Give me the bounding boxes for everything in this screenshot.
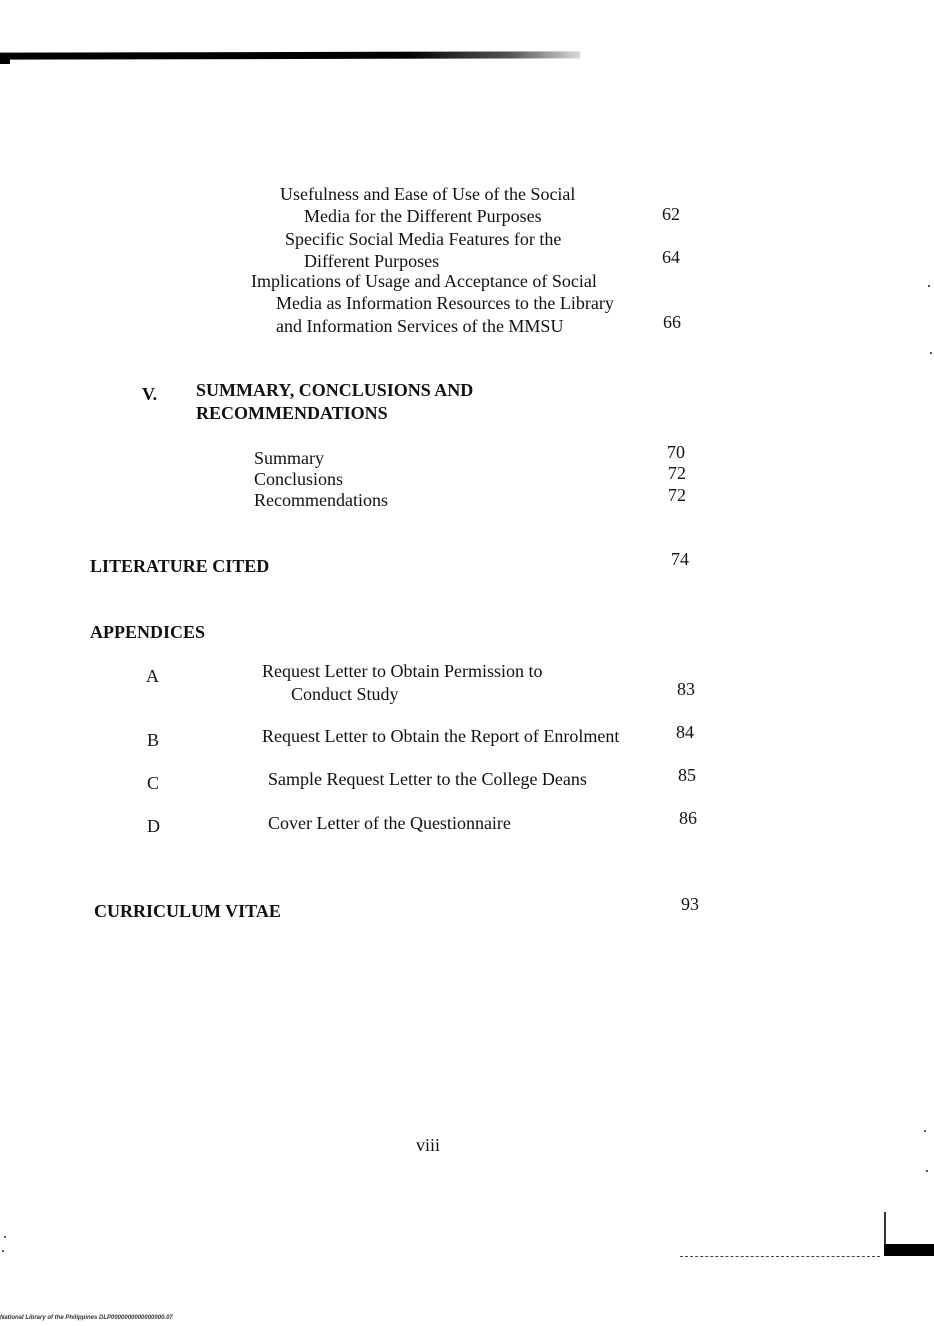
- toc-entry-implications-line2: Media as Information Resources to the Library: [276, 293, 614, 313]
- toc-entry-usefulness-line2: Media for the Different Purposes: [304, 206, 542, 226]
- toc-entry-summary: Summary: [254, 448, 324, 468]
- chapter-number: V.: [142, 384, 158, 404]
- appendix-letter-a: A: [146, 666, 159, 686]
- curriculum-vitae-page: 93: [681, 894, 699, 914]
- appendix-a-page: 83: [677, 679, 695, 699]
- literature-cited-heading: LITERATURE CITED: [90, 556, 270, 576]
- scan-speck: [924, 1130, 926, 1132]
- toc-entry-conclusions-page: 72: [668, 463, 686, 483]
- appendix-d-page: 86: [679, 808, 697, 828]
- toc-entry-implications-line3: and Information Services of the MMSU: [276, 316, 564, 336]
- toc-entry-features-line1: Specific Social Media Features for the: [285, 229, 562, 249]
- scan-top-bar: [0, 51, 580, 59]
- appendix-letter-c: C: [147, 773, 160, 793]
- toc-entry-recommendations: Recommendations: [254, 490, 388, 510]
- toc-entry-summary-page: 70: [667, 442, 685, 462]
- toc-entry-usefulness-line1: Usefulness and Ease of Use of the Social: [280, 184, 576, 204]
- toc-entry-features-page: 64: [662, 247, 680, 267]
- scan-speck: [926, 1170, 928, 1172]
- appendix-letter-d: D: [147, 816, 160, 836]
- toc-entry-recommendations-page: 72: [668, 485, 686, 505]
- scan-speck: [930, 352, 932, 354]
- footer-scan-stamp: National Library of the Philippines DLP0000000000000000.07: [0, 1315, 173, 1321]
- appendix-b-page: 84: [676, 722, 694, 742]
- appendix-c-title: Sample Request Letter to the College Deans: [268, 769, 587, 789]
- appendix-a-title-line2: Conduct Study: [291, 684, 399, 704]
- toc-entry-features-line2: Different Purposes: [304, 251, 440, 271]
- appendices-heading: APPENDICES: [90, 622, 206, 642]
- appendix-b-title: Request Letter to Obtain the Report of Enrolment: [262, 726, 620, 746]
- scan-corner-tick: [884, 1212, 886, 1246]
- scan-corner-block: [884, 1244, 934, 1256]
- toc-entry-implications-line1: Implications of Usage and Acceptance of Social: [251, 271, 597, 291]
- toc-entry-implications-page: 66: [663, 312, 681, 332]
- page-number: viii: [416, 1135, 441, 1155]
- scan-speck: [2, 1250, 4, 1252]
- toc-entry-usefulness-page: 62: [662, 204, 680, 224]
- chapter-title-line2: RECOMMENDATIONS: [196, 403, 388, 423]
- appendix-d-title: Cover Letter of the Questionnaire: [268, 813, 511, 833]
- literature-cited-page: 74: [671, 549, 689, 569]
- toc-entry-conclusions: Conclusions: [254, 469, 344, 489]
- appendix-c-page: 85: [678, 765, 696, 785]
- appendix-a-title-line1: Request Letter to Obtain Permission to: [262, 661, 543, 681]
- chapter-title-line1: SUMMARY, CONCLUSIONS AND: [196, 380, 474, 400]
- scan-top-bar-edge: [0, 56, 10, 64]
- scan-bottom-line: [680, 1256, 880, 1258]
- curriculum-vitae-heading: CURRICULUM VITAE: [94, 901, 281, 921]
- appendix-letter-b: B: [147, 730, 160, 750]
- scan-speck: [4, 1236, 6, 1238]
- scan-speck: [928, 285, 930, 287]
